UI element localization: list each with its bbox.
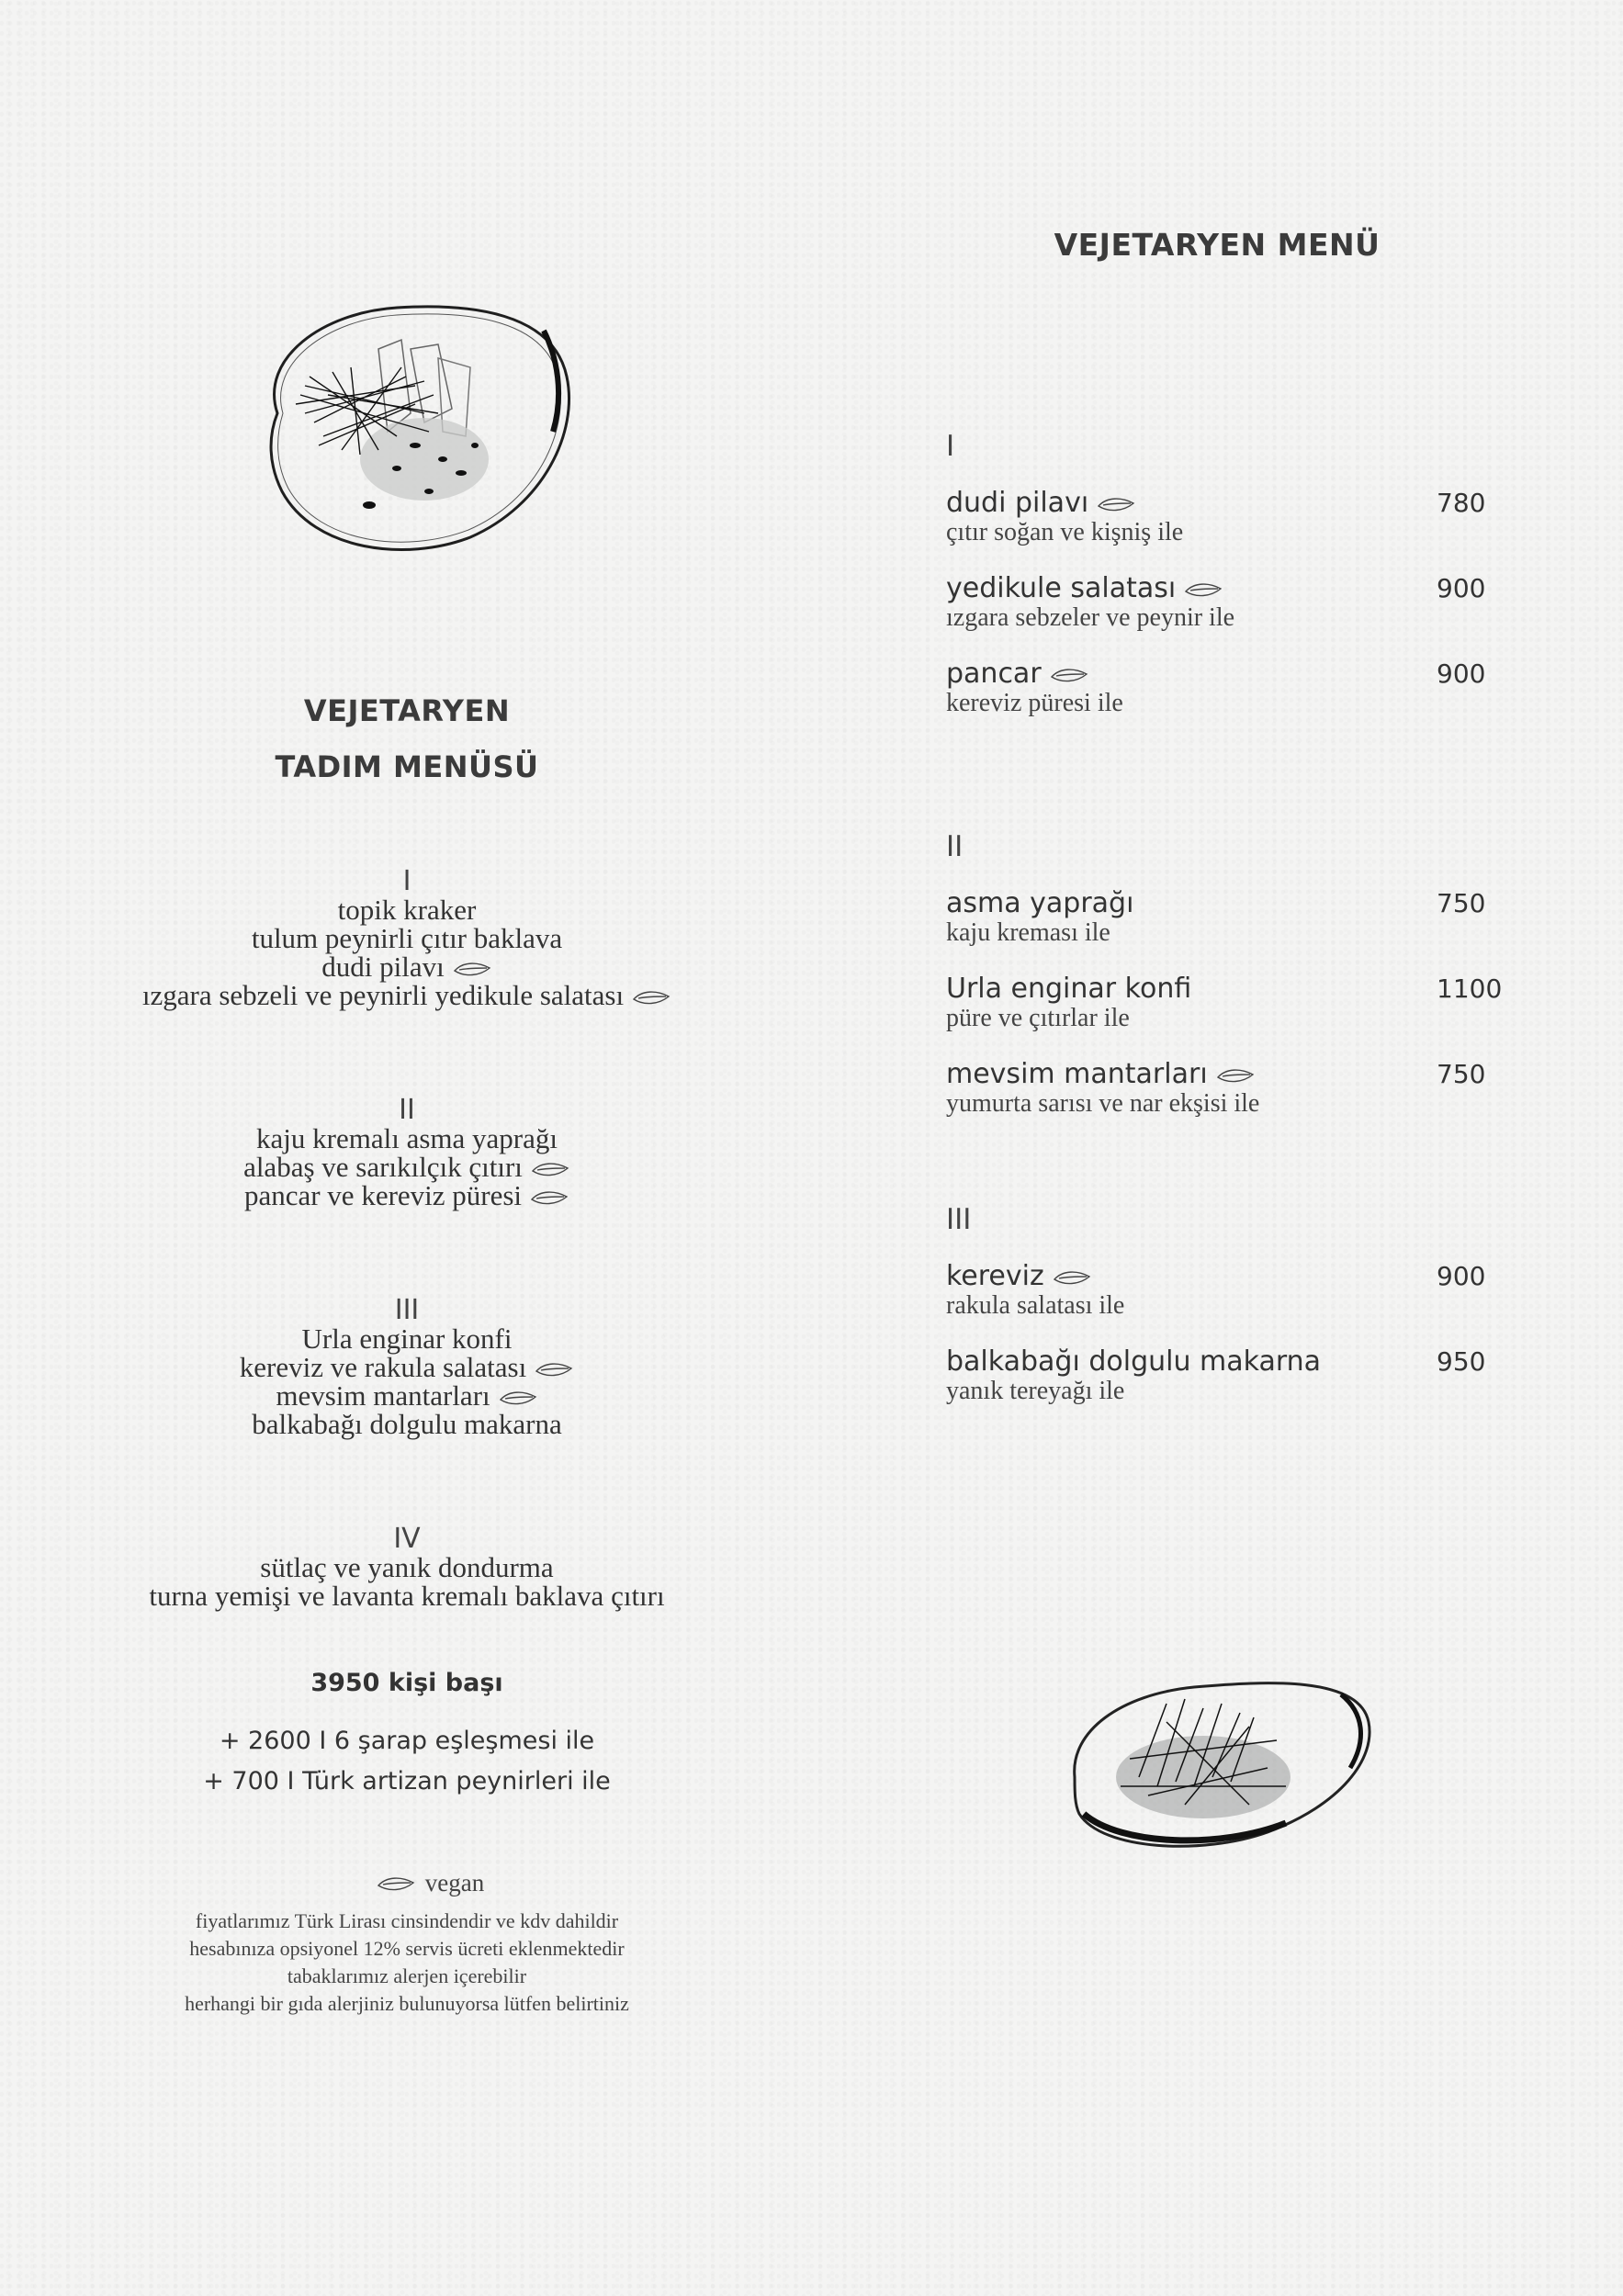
course-line: kereviz ve rakula salatası: [85, 1353, 728, 1381]
footnote-line: hesabınıza opsiyonel 12% servis ücreti eklenmektedir: [189, 1937, 625, 1960]
leaf-icon: [1215, 1065, 1256, 1086]
course-numeral: II: [399, 1094, 415, 1126]
item-price: 950: [1437, 1346, 1486, 1377]
addon-wine-pairing: + 2600 I 6 şarap eşleşmesi ile: [219, 1727, 595, 1755]
course-line: pancar ve kereviz püresi: [85, 1181, 728, 1210]
tasting-course: [85, 1296, 728, 1438]
course-line: sütlaç ve yanık dondurma: [260, 1551, 554, 1583]
vegan-legend-label: vegan: [424, 1869, 485, 1896]
tasting-course: [85, 1525, 728, 1610]
dish-illustration-top: [241, 276, 580, 569]
item-name: kereviz: [946, 1261, 1497, 1292]
leaf-icon: [498, 1388, 538, 1408]
course-line: ızgara sebzeli ve peynirli yedikule salatası: [85, 981, 728, 1009]
footnote-line: herhangi bir gıda alerjiniz bulunuyorsa lütfen belirtiniz: [185, 1992, 629, 2015]
item-description: rakula salatası ile: [946, 1291, 1125, 1320]
leaf-icon: [1049, 665, 1089, 685]
course-line: Urla enginar konfi: [301, 1322, 513, 1355]
item-name: Urla enginar konfi: [946, 973, 1192, 1005]
item-price: 900: [1437, 658, 1486, 689]
tasting-course: [85, 867, 728, 1009]
price-per-person: 3950 kişi başı: [310, 1669, 503, 1697]
footnotes: [92, 1908, 722, 2018]
item-price: 750: [1437, 1059, 1486, 1089]
item-name: dudi pilavı: [946, 488, 1497, 519]
item-price: 900: [1437, 1261, 1486, 1291]
section-numeral: II: [946, 830, 964, 863]
item-description: kereviz püresi ile: [946, 689, 1123, 717]
menu-item: [946, 973, 1503, 1032]
course-line: topik kraker: [337, 894, 477, 926]
addon-cheese: + 700 I Türk artizan peynirleri ile: [203, 1767, 611, 1795]
course-line: kaju kremalı asma yaprağı: [256, 1122, 558, 1154]
vegan-legend: [131, 1869, 728, 1897]
menu-item: [946, 1346, 1497, 1405]
dish-illustration-bottom: [1065, 1667, 1378, 1860]
course-numeral: IV: [393, 1523, 421, 1555]
item-price: 780: [1437, 488, 1486, 518]
section-numeral: III: [946, 1203, 972, 1236]
item-description: çıtır soğan ve kişniş ile: [946, 518, 1184, 546]
footnote-line: fiyatlarımız Türk Lirası cinsindendir ve kdv dahildir: [195, 1909, 619, 1932]
item-description: ızgara sebzeler ve peynir ile: [946, 603, 1235, 632]
course-numeral: III: [394, 1294, 420, 1326]
item-name: asma yaprağı: [946, 887, 1134, 919]
menu-item: [946, 658, 1497, 717]
tasting-title-line2: TADIM MENÜSÜ: [275, 749, 539, 784]
menu-item: [946, 573, 1497, 632]
item-description: püre ve çıtırlar ile: [946, 1004, 1130, 1032]
item-name: mevsim mantarları: [946, 1059, 1497, 1090]
course-line: dudi pilavı: [85, 952, 728, 981]
course-line: tulum peynirli çıtır baklava: [251, 922, 563, 954]
leaf-icon: [376, 1874, 416, 1894]
menu-item: [946, 488, 1497, 546]
item-name: balkabağı dolgulu makarna: [946, 1345, 1322, 1378]
item-description: yanık tereyağı ile: [946, 1377, 1125, 1405]
course-line: balkabağı dolgulu makarna: [252, 1408, 562, 1440]
leaf-icon: [1096, 494, 1136, 514]
item-price: 1100: [1437, 974, 1503, 1004]
leaf-icon: [631, 987, 671, 1007]
item-description: kaju kreması ile: [946, 918, 1110, 947]
course-line: turna yemişi ve lavanta kremalı baklava çıtırı: [149, 1580, 665, 1612]
section-numeral: I: [946, 430, 955, 463]
footnote-line: tabaklarımız alerjen içerebilir: [287, 1964, 527, 1987]
menu-item: [946, 1261, 1497, 1320]
leaf-icon: [530, 1159, 570, 1179]
tasting-title-line1: VEJETARYEN: [303, 693, 511, 728]
tasting-course: [85, 1096, 728, 1210]
menu-item: [946, 1059, 1497, 1118]
course-line: alabaş ve sarıkılçık çıtırı: [85, 1153, 728, 1181]
leaf-icon: [1052, 1267, 1092, 1288]
leaf-icon: [1183, 580, 1223, 600]
leaf-icon: [529, 1187, 569, 1208]
course-numeral: I: [402, 865, 411, 897]
item-name: yedikule salatası: [946, 573, 1497, 604]
item-description: yumurta sarısı ve nar ekşisi ile: [946, 1089, 1260, 1118]
leaf-icon: [534, 1359, 574, 1379]
item-price: 900: [1437, 573, 1486, 603]
course-line: mevsim mantarları: [85, 1381, 728, 1410]
menu-item: [946, 888, 1497, 947]
item-name: pancar: [946, 658, 1497, 690]
leaf-icon: [452, 959, 492, 979]
menu-title: VEJETARYEN MENÜ: [1054, 227, 1381, 263]
item-price: 750: [1437, 888, 1486, 918]
